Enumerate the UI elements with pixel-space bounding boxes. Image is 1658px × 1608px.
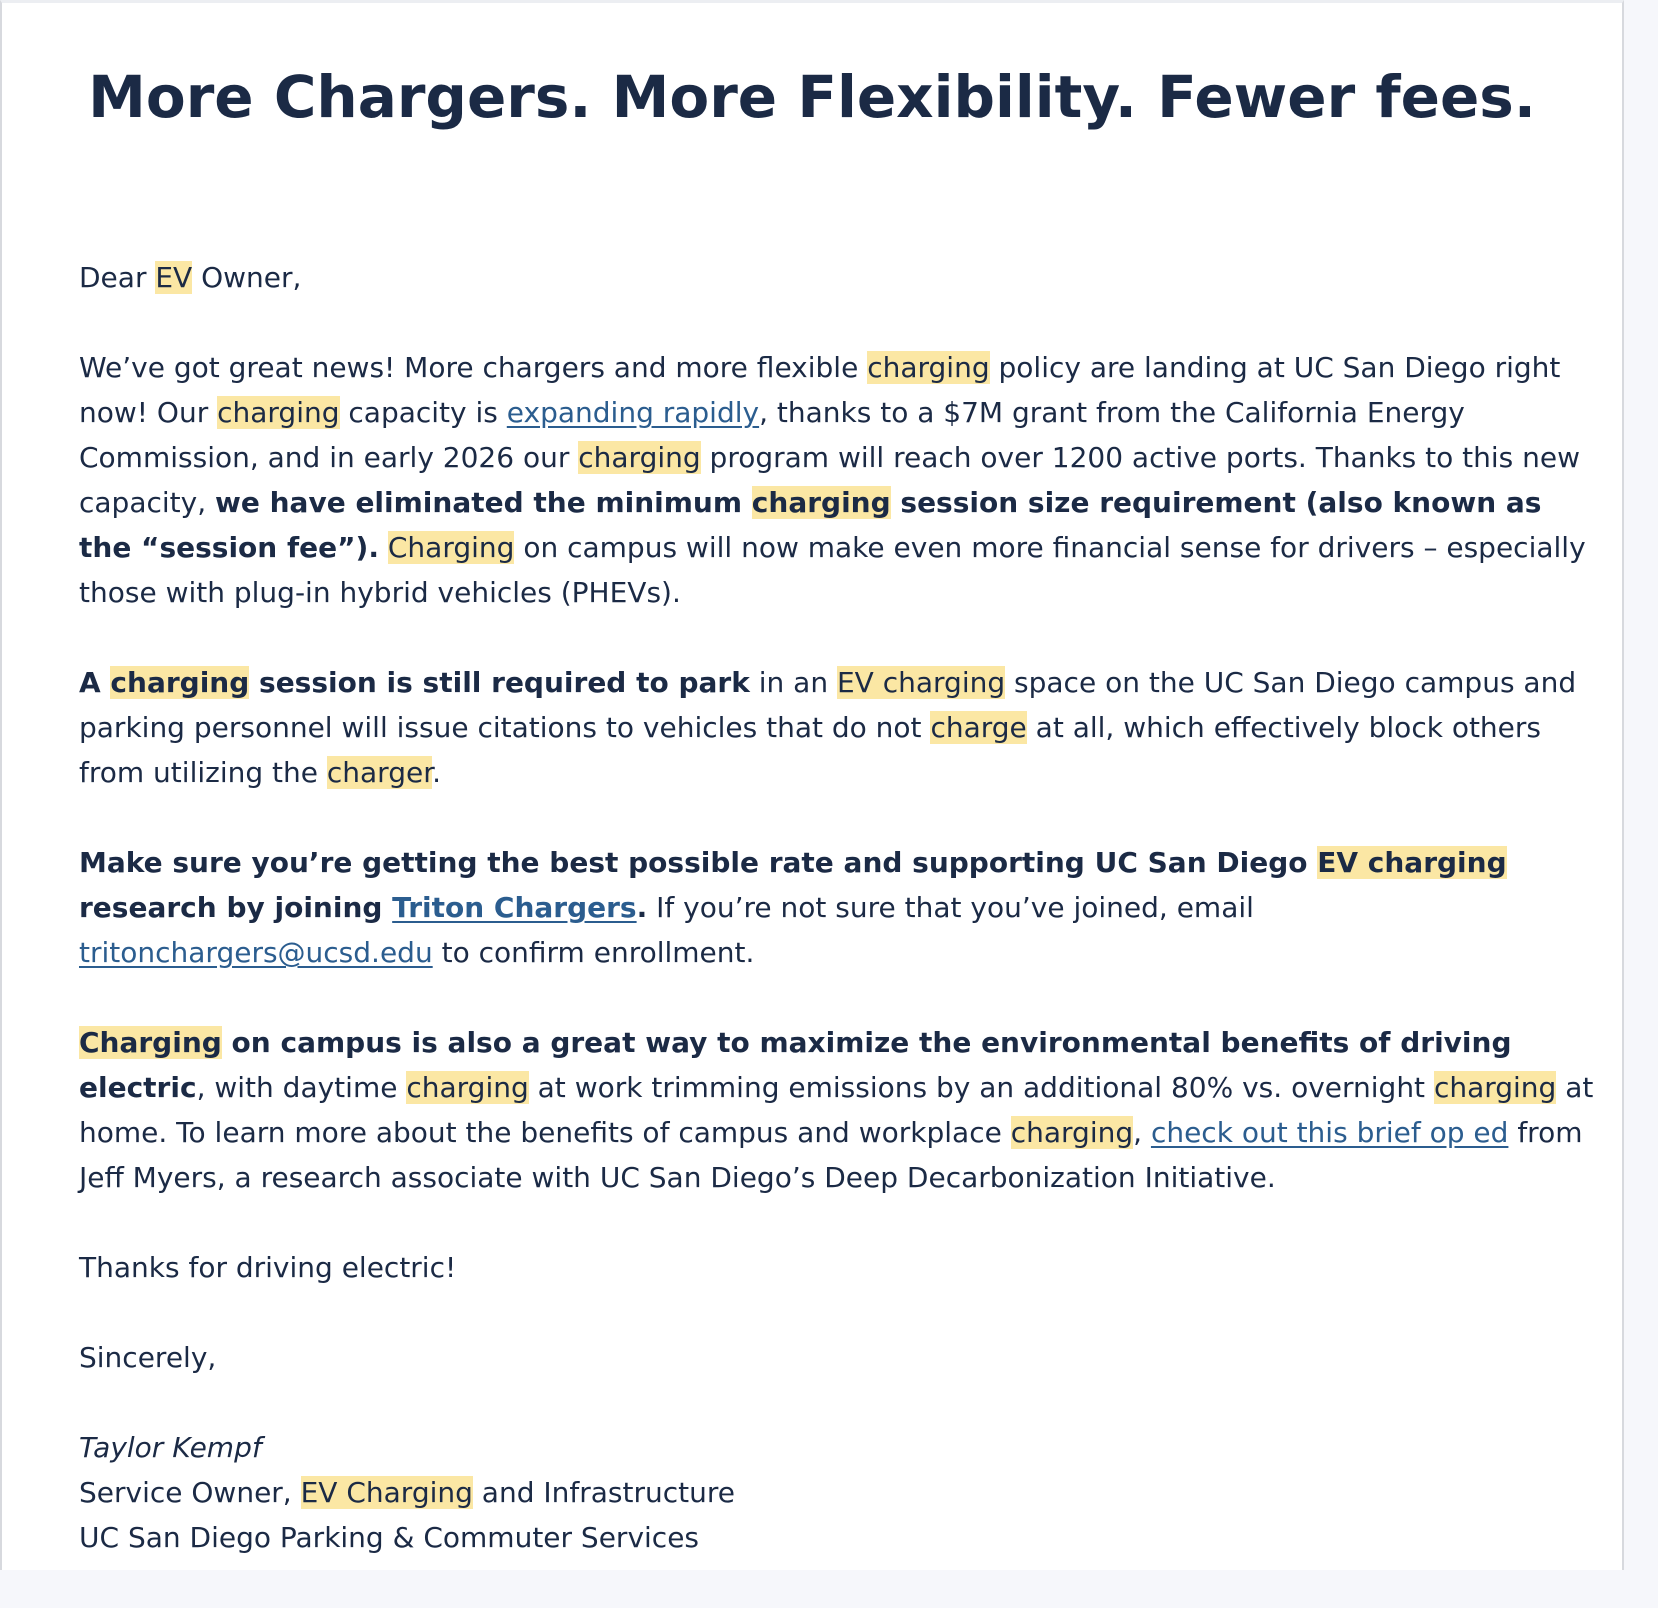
- body-text: capacity is: [339, 396, 507, 429]
- body-text: in an: [749, 666, 837, 699]
- body-text: from Jeff Myers, a research associate with UC San Diego’s Deep Decarbonization Initiative.: [79, 1116, 1583, 1194]
- window-bottom-strip: [0, 1570, 1658, 1608]
- search-highlight: EV: [155, 261, 193, 294]
- search-highlight: charger: [326, 756, 433, 789]
- bold-text-part: session is still required to park: [249, 666, 750, 699]
- news-paragraph: [79, 345, 1599, 615]
- body-text: at all, which effectively block others from utilizing the: [79, 711, 1542, 789]
- thanks-paragraph: Thanks for driving electric!: [79, 1251, 457, 1284]
- body-text: program will reach over 1200 active ports. Thanks to this new capacity,: [79, 441, 1581, 519]
- op-ed-link[interactable]: check out this brief op ed: [1150, 1116, 1509, 1149]
- body-text: on campus will now make even more financial sense for drivers – especially those with plug-in hybrid vehicles (PHEVs).: [79, 531, 1586, 609]
- signature-name-text: Taylor Kempf: [79, 1431, 262, 1464]
- bold-text-part: A: [79, 666, 111, 699]
- body-text: .: [432, 756, 442, 789]
- bold-text-part: on campus is also a great way to maximize the environmental benefits of driving electric: [79, 1026, 1512, 1104]
- body-text: ,: [1133, 1116, 1151, 1149]
- environment-paragraph: [79, 1020, 1599, 1200]
- bold-text-part: we have eliminated the minimum: [215, 486, 752, 519]
- body-text: at home. To learn more about the benefits of campus and workplace: [79, 1071, 1594, 1149]
- search-highlight: charging: [578, 441, 701, 474]
- expanding-rapidly-link[interactable]: expanding rapidly: [506, 396, 760, 429]
- search-highlight: charging: [217, 396, 340, 429]
- signature-title: [79, 1470, 1599, 1515]
- greeting-text: Owner,: [192, 261, 302, 294]
- closing-paragraph: Sincerely,: [79, 1341, 217, 1374]
- signature-name: [79, 1425, 1599, 1470]
- search-highlight: charging: [867, 351, 990, 384]
- search-highlight: Charging: [387, 531, 515, 564]
- greeting-paragraph: [79, 255, 1599, 300]
- search-highlight: charging: [1433, 1071, 1557, 1104]
- bold-text-part: research by joining: [79, 891, 393, 924]
- search-highlight: charging: [1010, 1116, 1134, 1149]
- search-highlight: Charging: [79, 1026, 222, 1059]
- bold-text-part: .: [636, 891, 648, 924]
- search-highlight: charge: [930, 711, 1027, 744]
- body-text: to confirm enrollment.: [432, 936, 755, 969]
- body-text: , with daytime: [196, 1071, 407, 1104]
- triton-chargers-link[interactable]: Triton Chargers: [392, 891, 637, 924]
- search-highlight: charging: [751, 486, 891, 519]
- body-text: space on the UC San Diego campus and parking personnel will issue citations to vehicles that do not: [79, 666, 1577, 744]
- body-text: We’ve got great news! More chargers and more flexible: [79, 351, 868, 384]
- enrollment-paragraph: [79, 840, 1599, 975]
- body-text: , thanks to a $7M grant from the California Energy Commission, and in early 2026 our: [79, 396, 1465, 474]
- parking-policy-paragraph: [79, 660, 1599, 795]
- body-text: Service Owner,: [79, 1476, 301, 1509]
- search-highlight: EV Charging: [300, 1476, 473, 1509]
- greeting-text: Dear: [79, 261, 156, 294]
- search-highlight: charging: [406, 1071, 529, 1104]
- search-highlight: charging: [110, 666, 250, 699]
- bold-text-part: Make sure you’re getting the best possible rate and supporting UC San Diego: [79, 846, 1318, 879]
- body-text: and Infrastructure: [472, 1476, 735, 1509]
- bold-text-part: session size requirement (also known as the “session fee”).: [79, 486, 1542, 564]
- body-text: [379, 531, 388, 564]
- email-address-link[interactable]: tritonchargers@ucsd.edu: [79, 936, 433, 969]
- email-headline: More Chargers. More Flexibility. Fewer fees.: [88, 63, 1536, 131]
- email-body: [79, 255, 1599, 1560]
- search-highlight: EV charging: [836, 666, 1006, 699]
- body-text: policy are landing at UC San Diego right now! Our: [79, 351, 1561, 429]
- body-text: at work trimming emissions by an additional 80% vs. overnight: [528, 1071, 1434, 1104]
- bold-text: [79, 666, 750, 699]
- body-text: If you’re not sure that you’ve joined, email: [647, 891, 1254, 924]
- signature-org: UC San Diego Parking & Commuter Services: [79, 1521, 700, 1554]
- search-highlight: EV charging: [1317, 846, 1507, 879]
